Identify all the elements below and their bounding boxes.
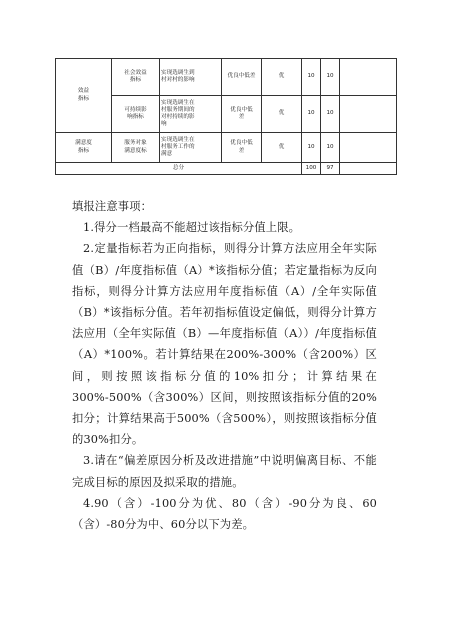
indicator-category-benefit: 效益 指标 [56,59,112,133]
rating-scale: 优良中低 差 [222,133,262,163]
performance-score-table [55,58,397,175]
total-row [56,163,397,175]
indicator-score: 10 [321,133,340,163]
total-weight: 100 [302,163,321,175]
filling-notes [72,196,377,535]
sub-indicator-name: 可持续影 响指标 [112,96,160,133]
note-item-2: 2.定量指标若为正向指标，则得分计算方法应用全年实际值（B）/年度指标值（A）*该指标分值；若定量指标为反向指标，则得分计算方法应用年度指标值（A）/全年实际值（B）*该指标分值。若年初指标值设定偏低，则得分计算方法应用（全年实际值（B）—年度指标值（A））/年度指标值（A）*100%。若计算结果在200%-300%（含200%）区间，则按照该指标分值的10%扣分；计算结果在300%-500%（含300%）区间，则按照该指标分值的20%扣分；计算结果高于500%（含500%），则按照该指标分值的30%扣分。 [72,242,377,447]
indicator-score: 10 [321,96,340,133]
notes-heading: 填报注意事项： [72,200,153,213]
table-row [56,133,397,163]
indicator-score: 10 [321,59,340,96]
rating-scale: 优良中低 差 [222,96,262,133]
sub-indicator-name: 社会效益 指标 [112,59,160,96]
rating-result: 优 [262,59,302,96]
indicator-description: 实现选调生到 村对村的影响 [160,59,222,96]
blank-cell [340,59,397,96]
indicator-category-satisfaction: 满意度 指标 [56,133,112,163]
indicator-weight: 10 [302,59,321,96]
table-row [56,59,397,96]
total-score: 97 [321,163,340,175]
rating-result: 优 [262,96,302,133]
note-item-3: 3.请在“偏差原因分析及改进措施”中说明偏离目标、不能完成目标的原因及拟采取的措施。 [72,454,377,489]
total-label: 总分 [56,163,302,175]
indicator-weight: 10 [302,96,321,133]
note-item-4: 4.90（含）-100分为优、80（含）-90分为良、60（含）-80分为中、60分以下为差。 [72,496,377,532]
rating-result: 优 [262,133,302,163]
indicator-description: 实现选调生在 村服务工作的 满意 [160,133,222,163]
indicator-weight: 10 [302,133,321,163]
blank-cell [340,133,397,163]
indicator-description: 实现选调生在 村服务期间的 对村持续的影 响 [160,96,222,133]
sub-indicator-name: 服务对象 满意度标 [112,133,160,163]
blank-cell [340,163,397,175]
note-item-1: 1.得分一档最高不能超过该指标分值上限。 [83,221,301,235]
blank-cell [340,96,397,133]
rating-scale: 优良中低差 [222,59,262,96]
